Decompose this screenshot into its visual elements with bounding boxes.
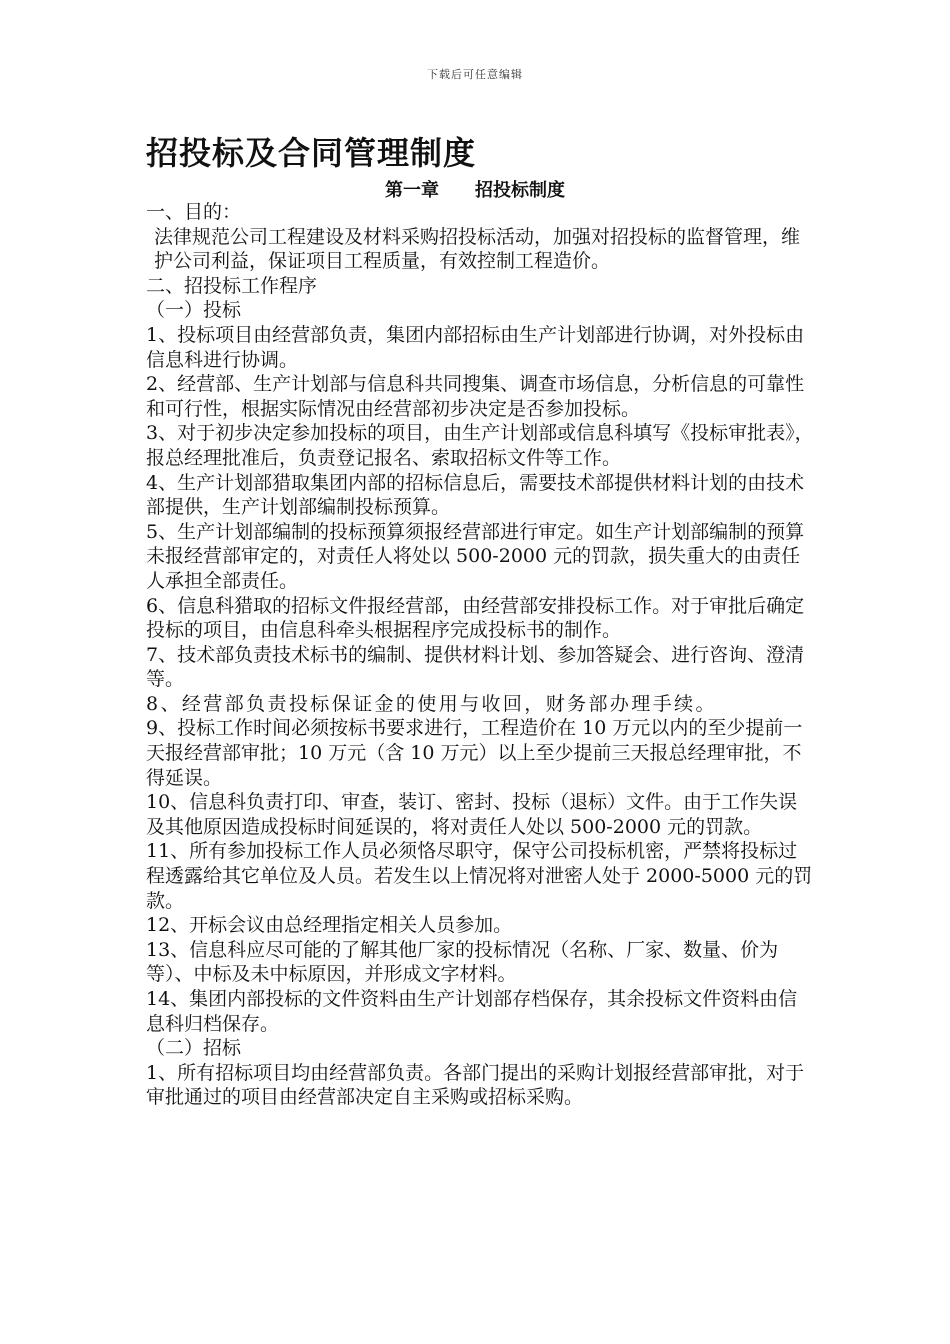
- page-header-note: 下载后可任意编辑: [427, 68, 523, 81]
- list-item: 4、生产计划部猎取集团内部的招标信息后，需要技术部提供材料计划的由技术部提供，生产计划部编制投标预算。: [146, 471, 805, 519]
- list-item: 6、信息科猎取的招标文件报经营部，由经营部安排投标工作。对于审批后确定投标的项目，由信息科牵头根据程序完成投标书的制作。: [146, 594, 805, 642]
- list-item: 7、技术部负责技术标书的编制、提供材料计划、参加答疑会、进行咨询、澄清等。: [146, 643, 805, 691]
- list-item: 14、集团内部投标的文件资料由生产计划部存档保存，其余投标文件资料由信息科归档保存。: [146, 988, 798, 1035]
- list-item: 10、信息科负责打印、审查，装订、密封、投标（退标）文件。由于工作失误及其他原因造成投标时间延误的，将对责任人处以 500-2000 元的罚款。: [146, 791, 798, 838]
- chapter-heading: [0, 176, 950, 202]
- list-item: 1、投标项目由经营部负责，集团内部招标由生产计划部进行协调，对外投标由信息科进行协调。: [146, 323, 805, 371]
- list-item: 1、所有招标项目均由经营部负责。各部门提出的采购计划报经营部审批，对于审批通过的项目由经营部决定自主采购或招标采购。: [146, 1061, 805, 1109]
- list-item: 5、生产计划部编制的投标预算须报经营部进行审定。如生产计划部编制的预算未报经营部审定的，对责任人将处以 500-2000 元的罚款，损失重大的由责任人承担全部责任。: [146, 520, 805, 592]
- list-item: 12、开标会议由总经理指定相关人员参加。: [146, 914, 513, 937]
- document-title: 招投标及合同管理制度: [146, 134, 477, 172]
- section-heading-purpose: 一、目的：: [146, 201, 242, 223]
- subsection-heading-tendering: （二）招标: [146, 1037, 242, 1060]
- list-item: 13、信息科应尽可能的了解其他厂家的投标情况（名称、厂家、数量、价为等）、中标及未中标原因，并形成文字材料。: [146, 938, 779, 986]
- chapter-number: 第一章: [385, 180, 439, 201]
- section-heading-procedure: 二、招投标工作程序: [146, 274, 318, 297]
- list-item: 11、所有参加投标工作人员必须恪尽职守，保守公司投标机密，严禁将投标过程透露给其它单位及人员。若发生以上情况将对泄密人处于 2000-5000 元的罚款。: [146, 840, 813, 912]
- document-body: [146, 200, 814, 1110]
- chapter-title: 招投标制度: [475, 180, 565, 201]
- list-item: 8、经营部负责投标保证金的使用与收回，财务部办理手续。: [146, 692, 717, 715]
- paragraph-purpose: 法律规范公司工程建设及材料采购招投标活动，加强对招投标的监督管理，维护公司利益，保证项目工程质量，有效控制工程造价。: [154, 225, 801, 273]
- list-item: 3、对于初步决定参加投标的项目，由生产计划部或信息科填写《投标审批表》，报总经理批准后，负责登记报名、索取招标文件等工作。: [146, 422, 814, 469]
- list-item: 2、经营部、生产计划部与信息科共同搜集、调查市场信息，分析信息的可靠性和可行性，根据实际情况由经营部初步决定是否参加投标。: [146, 373, 805, 420]
- list-item: 9、投标工作时间必须按标书要求进行，工程造价在 10 万元以内的至少提前一天报经营部审批；10 万元（含 10 万元）以上至少提前三天报总经理审批，不得延误。: [146, 717, 803, 789]
- subsection-heading-bidding: （一）投标: [146, 299, 242, 322]
